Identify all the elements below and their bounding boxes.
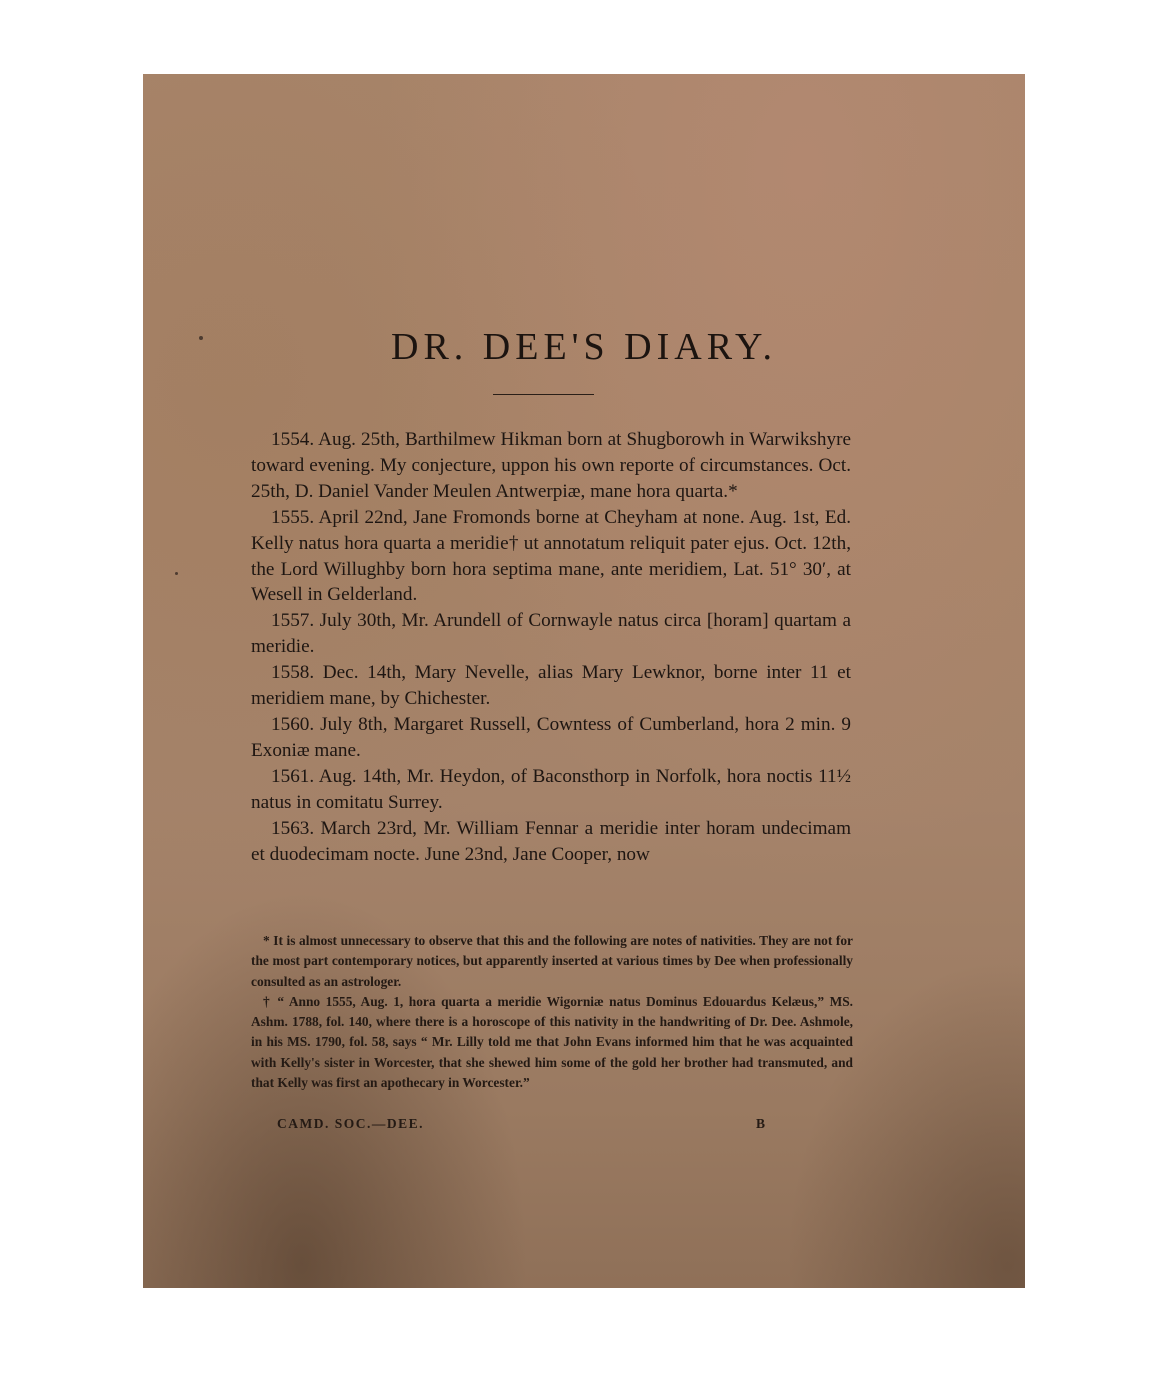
footnotes [251, 931, 853, 1093]
page-title: DR. DEE'S DIARY. [391, 326, 777, 368]
diary-entry-1557: 1557. July 30th, Mr. Arundell of Cornwayle natus circa [horam] quartam a meridie. [251, 610, 851, 658]
footnote-dagger: † “ Anno 1555, Aug. 1, hora quarta a meridie Wigorniæ natus Dominus Edouardus Kelæus,” MS. Ashm. 1788, fol. 140, where there is a horoscope of this nativity in the handwriting of Dr. Dee. Ashmole, in his MS. 1790, fol. 58, says “ Mr. Lilly told me that John Evans informed him that he was acquainted with Kelly's sister in Worcester, that she shewed him some of the gold her brother had transmuted, and that Kelly was first an apothecary in Worcester.” [251, 993, 853, 1091]
diary-body [251, 427, 851, 867]
book-page [143, 74, 1025, 1288]
diary-entry-1561: 1561. Aug. 14th, Mr. Heydon, of Baconsthorp in Norfolk, hora noctis 11½ natus in comitatu Surrey. [251, 765, 851, 813]
margin-speck [175, 572, 178, 575]
diary-entry-1560: 1560. July 8th, Margaret Russell, Cowntess of Cumberland, hora 2 min. 9 Exoniæ mane. [251, 713, 851, 761]
signature-line: CAMD. SOC.—DEE. [277, 1116, 425, 1131]
footnote-asterisk: * It is almost unnecessary to observe that this and the following are notes of nativities. They are not for the most part contemporary notices, but apparently inserted at various times by Dee when professionally consulted as an astrologer. [251, 933, 853, 989]
diary-entry-1555: 1555. April 22nd, Jane Fromonds borne at Cheyham at none. Aug. 1st, Ed. Kelly natus hora quarta a meridie† ut annotatum reliquit pater ejus. Oct. 12th, the Lord Willughby born hora septima mane, ante meridiem, Lat. 51° 30′, at Wesell in Gelderland. [251, 506, 851, 606]
title-rule [493, 394, 594, 395]
diary-entry-1563: 1563. March 23rd, Mr. William Fennar a meridie inter horam undecimam et duodecimam nocte. June 23nd, Jane Cooper, now [251, 817, 851, 865]
diary-entry-1554: 1554. Aug. 25th, Barthilmew Hikman born at Shugborowh in Warwikshyre toward evening. My conjecture, uppon his own reporte of circumstances. Oct. 25th, D. Daniel Vander Meulen Antwerpiæ, mane hora quarta.* [251, 429, 851, 502]
signature-mark: B [756, 1116, 766, 1131]
margin-speck [199, 336, 203, 340]
diary-entry-1558: 1558. Dec. 14th, Mary Nevelle, alias Mary Lewknor, borne inter 11 et meridiem mane, by Chichester. [251, 662, 851, 710]
